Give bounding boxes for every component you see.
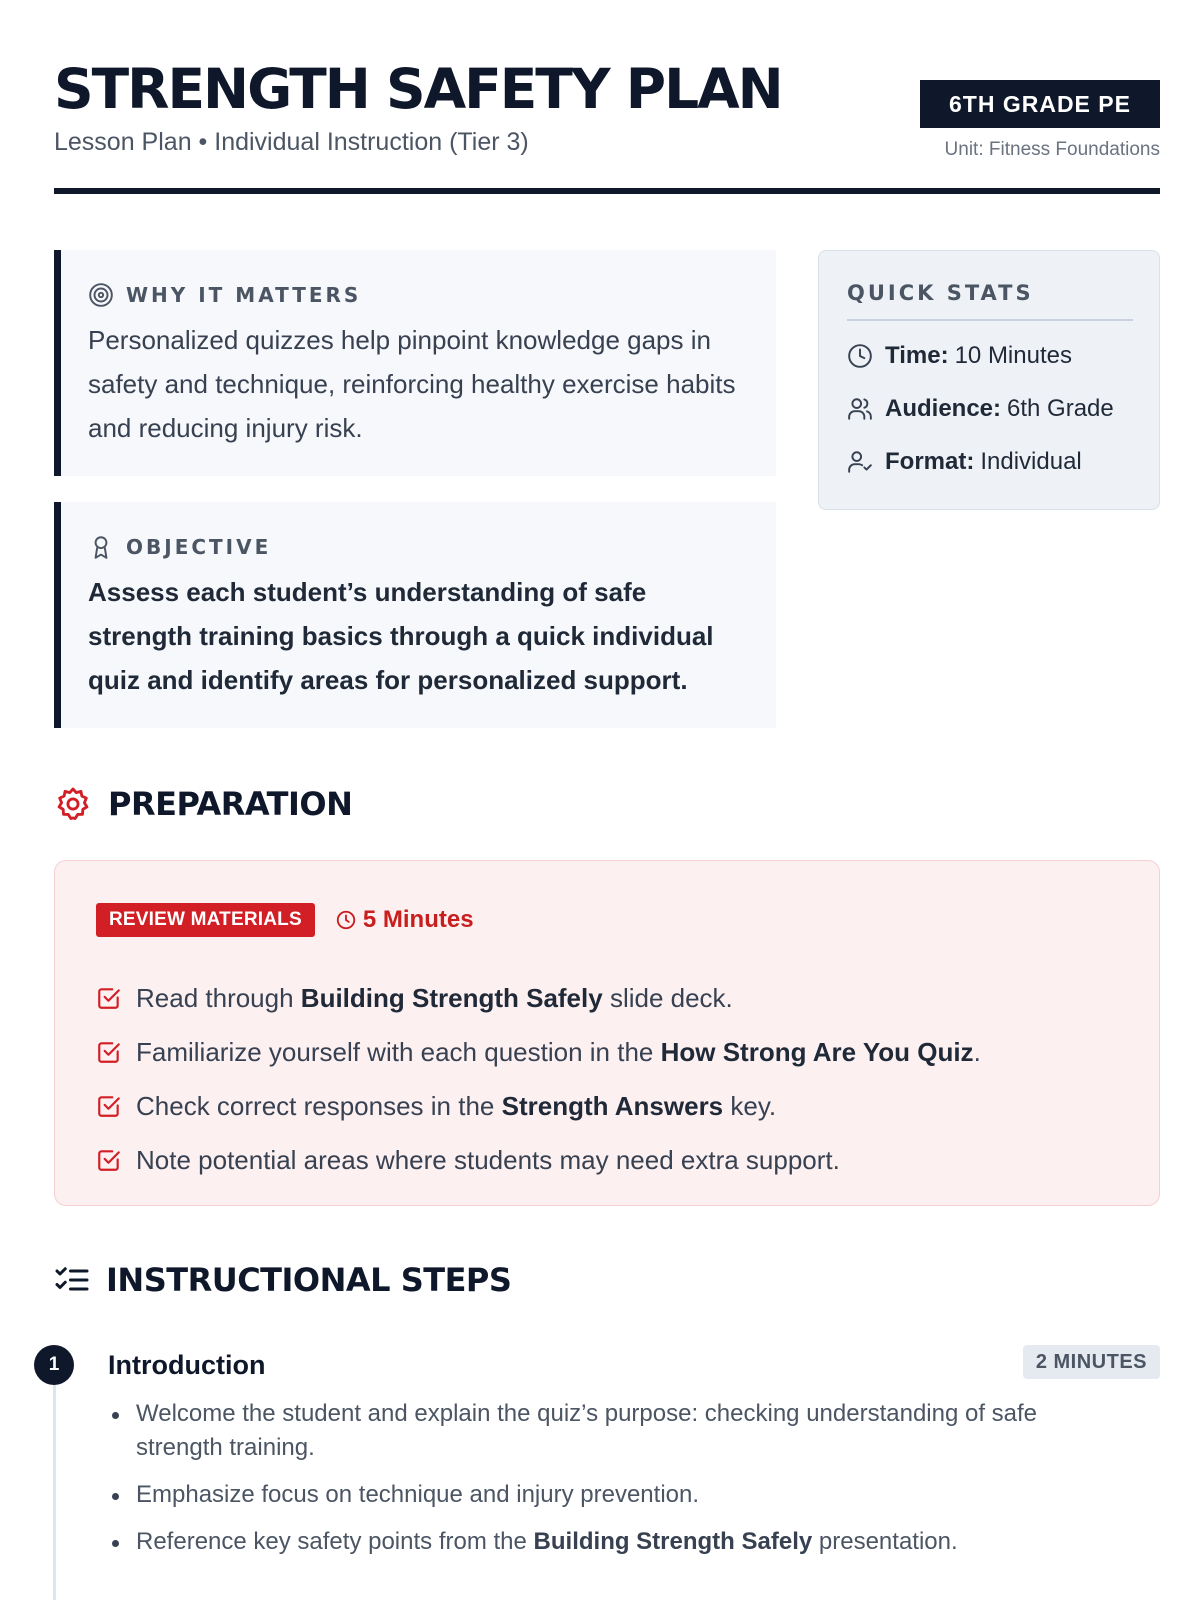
list-item: [108, 1397, 1118, 1465]
step-title: Introduction: [108, 1350, 266, 1380]
stat-audience-key: Audience:: [885, 395, 1002, 422]
stat-audience-value: 6th Grade: [1007, 395, 1114, 422]
objective-card: [54, 502, 776, 728]
checkbox-checked-icon: [96, 1093, 122, 1119]
checklist-text: Note potential areas where students may need extra support.: [136, 1144, 840, 1175]
target-icon: [88, 282, 114, 308]
page-title: STRENGTH SAFETY PLAN: [54, 57, 782, 121]
clock-icon: [335, 909, 357, 931]
review-materials-badge: REVIEW MATERIALS: [96, 903, 315, 937]
award-icon: [88, 534, 114, 560]
stat-time-value: 10 Minutes: [954, 342, 1072, 369]
preparation-duration-text: 5 Minutes: [362, 906, 474, 933]
bullet-text: presentation.: [812, 1528, 958, 1555]
checklist-item: [96, 1079, 981, 1133]
header: [54, 56, 1160, 196]
quick-stats-card: [818, 250, 1160, 510]
page-subtitle: Lesson Plan • Individual Instruction (Tier 3): [54, 128, 529, 156]
quick-stats-title: QUICK STATS: [847, 281, 1034, 305]
step-1: [34, 1345, 1160, 1600]
preparation-box: [54, 860, 1160, 1206]
why-label-text: WHY IT MATTERS: [126, 283, 362, 307]
checklist-text: slide deck.: [602, 982, 733, 1013]
bullet-text: Reference key safety points from the: [136, 1528, 534, 1555]
preparation-badges: [96, 903, 474, 937]
stat-format-value: Individual: [980, 448, 1082, 475]
checklist-item: [96, 1025, 981, 1079]
checklist-text: .: [973, 1036, 981, 1067]
instructional-steps-heading: [54, 1258, 511, 1302]
list-checks-icon: [54, 1262, 90, 1298]
preparation-checklist: [96, 971, 981, 1187]
stat-time-key: Time:: [885, 342, 949, 369]
objective-text: Assess each student’s understanding of safe strength training basics through a quick individual quiz and identify areas for personalized support.: [88, 577, 714, 695]
instructional-steps-title: INSTRUCTIONAL STEPS: [106, 1261, 512, 1299]
lesson-plan-page: [48, 0, 1160, 1600]
gear-icon: [54, 785, 92, 823]
objective-label-text: OBJECTIVE: [126, 535, 272, 559]
header-divider: [54, 188, 1160, 194]
preparation-title: PREPARATION: [108, 785, 353, 823]
stat-format: [847, 445, 1082, 479]
user-check-icon: [847, 449, 873, 475]
bullet-text: Emphasize focus on technique and injury prevention.: [136, 1481, 700, 1508]
why-label: [88, 280, 361, 310]
why-it-matters-card: [54, 250, 776, 476]
quick-stats-divider: [847, 319, 1133, 321]
checkbox-checked-icon: [96, 1039, 122, 1065]
checklist-item: [96, 971, 981, 1025]
stat-audience: [847, 392, 1114, 426]
bullet-text: Welcome the student and explain the quiz’s purpose: checking understanding of safe strength training.: [136, 1400, 1038, 1461]
step-bullets: [108, 1397, 1118, 1572]
checklist-text: Familiarize yourself with each question in the: [136, 1036, 661, 1067]
checklist-text: Check correct responses in the: [136, 1090, 502, 1121]
bullet-resource: Building Strength Safely: [533, 1528, 813, 1555]
checklist-text: Read through: [136, 982, 301, 1013]
clock-icon: [847, 343, 873, 369]
list-item: [108, 1525, 1118, 1559]
why-text: Personalized quizzes help pinpoint knowledge gaps in safety and technique, reinforcing healthy exercise habits and reducing injury risk.: [88, 325, 736, 443]
step-number: 1: [34, 1345, 74, 1385]
timeline-line: [53, 1379, 56, 1600]
stat-time: [847, 339, 1072, 373]
unit-label: Unit: Fitness Foundations: [944, 139, 1160, 160]
preparation-heading: [54, 782, 352, 826]
list-item: [108, 1478, 1118, 1512]
checklist-item: [96, 1133, 981, 1187]
grade-badge: 6TH GRADE PE: [920, 80, 1160, 128]
checklist-resource: How Strong Are You Quiz: [660, 1036, 974, 1067]
preparation-duration: [335, 906, 474, 934]
checklist-resource: Building Strength Safely: [300, 982, 603, 1013]
checklist-resource: Strength Answers: [501, 1090, 724, 1121]
checkbox-checked-icon: [96, 985, 122, 1011]
step-duration-badge: 2 MINUTES: [1023, 1345, 1160, 1379]
users-icon: [847, 396, 873, 422]
checklist-text: key.: [723, 1090, 777, 1121]
objective-label: [88, 532, 271, 562]
stat-format-key: Format:: [885, 448, 975, 475]
checkbox-checked-icon: [96, 1147, 122, 1173]
